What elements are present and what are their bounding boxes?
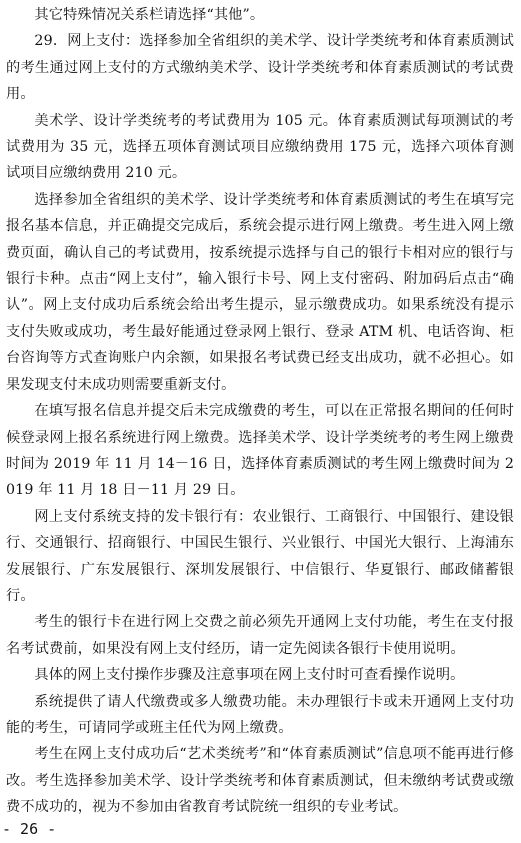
paragraph-payment-period: 在填写报名信息并提交后未完成缴费的考生，可以在正常报名期间的任何时候登录网上报名系统进行网上缴费。选择美术学、设计学类统考的考生网上缴费时间为 2019 年 11 月 14－16 日，选择体育素质测试的考生网上缴费时间为 2019 年 11 月 18 日－11 月 29 日。 <box>6 403 514 499</box>
paragraph-operation-instructions: 具体的网上支付操作步骤及注意事项在网上支付时可查看操作说明。 <box>34 667 465 684</box>
paragraph-exam-fees: 美术学、设计学类统考的考试费用为 105 元。体育素质测试每项测试的考试费用为 35 元，选择五项体育测试项目应缴纳费用 175 元，选择六项体育测试项目应缴纳费用 210 元。 <box>6 112 514 182</box>
page-number: - 26 - <box>2 820 57 838</box>
paragraph-online-payment-heading: 29．网上支付：选择参加全省组织的美术学、设计学类统考和体育素质测试的考生通过网上支付的方式缴纳美术学、设计学类统考和体育素质测试的考试费用。 <box>6 33 514 103</box>
paragraph-payment-procedure: 选择参加全省组织的美术学、设计学类统考和体育素质测试的考生在填写完报名基本信息，并正确提交完成后，系统会提示进行网上缴费。考生进入网上缴费页面，确认自己的考试费用，按系统提示选择与自己的银行卡相对应的银行与银行卡种。点击“网上支付”，输入银行卡号、网上支付密码、附加码后点击“确认”。网上支付成功后系统会给出考生提示，显示缴费成功。如果系统没有提示支付失败或成功，考生最好能通过登录网上银行、登录 ATM 机、电话咨询、柜台咨询等方式查询账户内余额，如果报名考试费已经支出成功，就不必担心。如果发现支付未成功则需要重新支付。 <box>6 191 514 393</box>
paragraph-other-relationship: 其它特殊情况关系栏请选择“其他”。 <box>34 7 265 23</box>
document-body <box>6 2 514 821</box>
paragraph-card-activation: 考生的银行卡在进行网上交费之前必须先开通网上支付功能，考生在支付报名考试费前，如果没有网上支付经历，请一定先阅读各银行卡使用说明。 <box>6 614 514 657</box>
paragraph-proxy-payment: 系统提供了请人代缴费或多人缴费功能。未办理银行卡或未开通网上支付功能的考生，可请同学或班主任代为网上缴费。 <box>6 693 514 736</box>
paragraph-no-modification: 考生在网上支付成功后“艺术类统考”和“体育素质测试”信息项不能再进行修改。考生选择参加美术学、设计学类统考和体育素质测试，但未缴纳考试费或缴费不成功的，视为不参加由省教育考试院统一组织的专业考试。 <box>6 746 514 816</box>
paragraph-supported-banks: 网上支付系统支持的发卡银行有：农业银行、工商银行、中国银行、建设银行、交通银行、招商银行、中国民生银行、兴业银行、中国光大银行、上海浦东发展银行、广东发展银行、深圳发展银行、中信银行、华夏银行、邮政储蓄银行。 <box>6 508 514 604</box>
